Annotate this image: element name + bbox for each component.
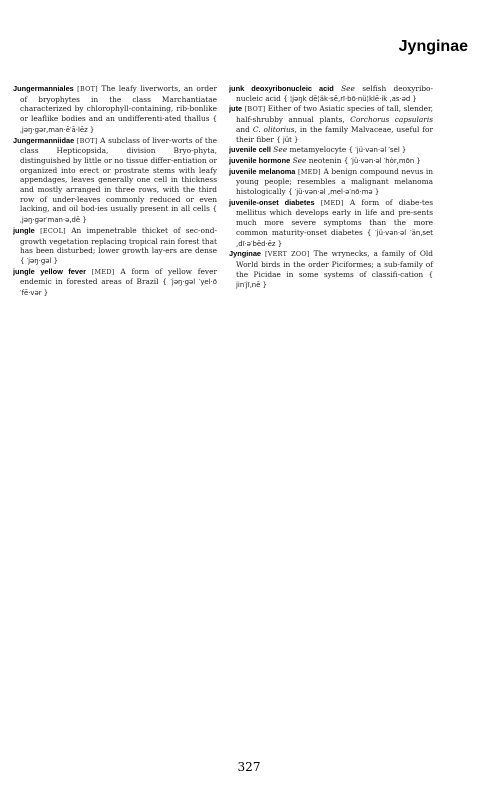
pronunciation: { ′jü·vən·əl ′sel } <box>348 146 407 155</box>
headword: Jynginae <box>229 249 262 259</box>
subject-tag: [MED] <box>298 167 321 176</box>
headword: juvenile-onset diabetes <box>229 197 315 207</box>
headword: Jungermanniales <box>13 84 74 93</box>
subject-tag: [VERT ZOO] <box>264 250 310 259</box>
cross-reference-term: neotenin <box>308 155 342 165</box>
pronunciation: { ¦jəŋk dē¦äk·sē‚rī·bō·nü¦klē·ik ‚as·əd } <box>283 94 417 103</box>
definition: , in the family Malvaceae, useful for their fiber <box>236 124 433 144</box>
subject-tag: [MED] <box>91 267 115 276</box>
running-head: Jynginae <box>398 38 468 55</box>
headword: jungle yellow fever <box>13 266 86 276</box>
dictionary-entry <box>229 104 433 145</box>
headword: juvenile hormone <box>229 155 291 165</box>
cross-reference-term: selfish deoxyribo-nucleic acid <box>236 84 434 103</box>
species-name: Corchorus capsularis <box>350 115 433 125</box>
left-column <box>13 84 217 299</box>
species-name: C. olitorius <box>252 124 295 134</box>
subject-tag: [MED] <box>320 198 344 207</box>
page-number: 327 <box>237 760 261 774</box>
definition: Either of two Asiatic species of tall, slender, half-shrubby annual plants, <box>236 104 434 125</box>
dictionary-entry <box>13 267 217 299</box>
headword: jungle <box>13 225 35 235</box>
dictionary-entry <box>229 156 433 167</box>
pronunciation: { jüt } <box>276 135 299 144</box>
dictionary-entry <box>229 198 433 250</box>
cross-reference-see: See <box>341 84 355 93</box>
pronunciation: { ′jü·vən·əl ′än‚set ‚dī·ə′bēd·ēz } <box>236 228 433 248</box>
headword: juvenile cell <box>229 145 271 155</box>
cross-reference-see: See <box>292 155 307 165</box>
headword: junk deoxyribonucleic acid <box>229 84 334 93</box>
definition: An impenetrable thicket of sec-ond-growth vegetation replacing tropical rain forest that has been disturbed; lower growth lay-ers are dense <box>20 225 217 256</box>
right-column <box>229 84 433 291</box>
definition: A subclass of liver-worts of the class Hepticopsida, division Bryo-phyta, distinguished by little or no tissue differ-entiation or organized into erect or prostrate stems with leafy appendages, leaves generally one cell in thickness and mostly arranged in three rows, with the third row of under-leaves commonly reduced or even lacking, and oil bod-ies usually present in all cells <box>20 135 217 214</box>
headword: juvenile melanoma <box>229 166 296 176</box>
headword: Jungermanniidae <box>13 135 75 145</box>
dictionary-entry <box>229 145 433 156</box>
dictionary-entry <box>229 167 433 198</box>
subject-tag: [BOT] <box>77 85 98 93</box>
cross-reference-term: metamyelocyte <box>289 145 347 155</box>
subject-tag: [BOT] <box>76 136 98 145</box>
pronunciation: { ′jəŋ·gəl } <box>20 256 58 265</box>
definition: A form of yellow fever endemic in forested areas of Brazil <box>20 266 217 287</box>
pronunciation: { ˌjəŋ·gər‚man·ē′ā·lēz } <box>20 115 217 134</box>
cross-reference-see: See <box>273 145 288 155</box>
subject-tag: [BOT] <box>244 105 266 114</box>
headword: jute <box>229 104 243 114</box>
pronunciation: { ′jəŋ·gəl ′yel·ō ′fē·vər } <box>20 278 217 298</box>
dictionary-entry <box>229 84 433 104</box>
dictionary-entry <box>229 249 433 291</box>
dictionary-entry <box>13 136 217 226</box>
definition: A form of diabe-tes mellitus which develops early in life and pre-sents much more severe symptoms than the more common maturity-onset diabetes <box>236 197 433 237</box>
pronunciation: { ′jü·vən·əl ‚mel·ə′nō·mə } <box>288 188 380 197</box>
pronunciation: { jin′jī‚nē } <box>236 270 433 290</box>
dictionary-entry <box>13 84 217 136</box>
subject-tag: [ECOL] <box>40 226 66 235</box>
definition: The leafy liverworts, an order of bryophytes in the class Marchantiatae characterized by chlorophyll-containing, rib-bonlike or leaflike bodies and an undifferenti-ated thallus <box>20 84 217 124</box>
definition: A benign compound nevus in young people; resembles a malignant melanoma histologically <box>236 166 434 197</box>
pronunciation: { ˌjəŋ·gər′man·ə‚dē } <box>20 205 217 225</box>
definition: The wrynecks, a family of Old World birds in the order Piciformes; a sub-family of the Picidae in some systems of classifi-cation <box>236 249 433 279</box>
pronunciation: { ′jü·vən·əl ′hȯr‚mōn } <box>343 156 421 165</box>
dictionary-entry <box>13 226 217 267</box>
definition: and <box>236 124 250 134</box>
